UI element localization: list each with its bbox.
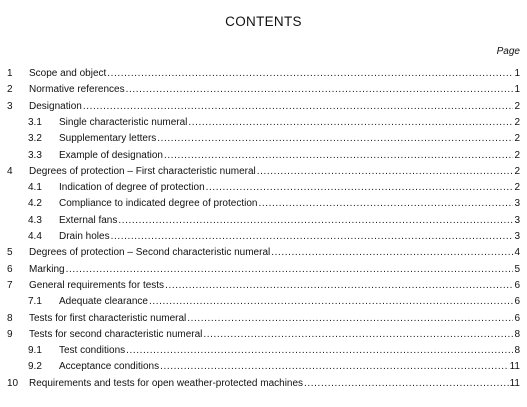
toc-entry-title: Tests for first characteristic numeral xyxy=(29,312,187,324)
toc-entry-page-number: 5 xyxy=(514,263,520,275)
toc-entry-title: Designation xyxy=(29,100,82,112)
dot-leader xyxy=(165,279,513,293)
toc-entry-title: Single characteristic numeral xyxy=(59,116,188,128)
toc-entry-title: Acceptance conditions xyxy=(59,361,160,373)
dot-leader xyxy=(258,197,513,211)
toc-entry-page-number: 6 xyxy=(514,279,520,291)
dot-leader xyxy=(126,83,514,97)
toc-entry[interactable] xyxy=(7,263,520,277)
dot-leader xyxy=(149,295,513,309)
toc-entry-number: 8 xyxy=(7,312,13,324)
toc-entry-number: 5 xyxy=(7,247,13,259)
toc-entry-page-number: 2 xyxy=(514,149,520,161)
toc-entry-page-number: 1 xyxy=(514,84,520,96)
toc-entry[interactable] xyxy=(7,312,520,326)
toc-entry-page-number: 3 xyxy=(514,198,520,210)
toc-entry-number: 9 xyxy=(7,328,13,340)
toc-entry-number: 7.1 xyxy=(28,296,42,308)
toc-entry-number: 1 xyxy=(7,68,13,79)
toc-entry-title: Scope and object xyxy=(29,68,107,79)
toc-entry[interactable] xyxy=(28,230,520,244)
toc-entry-page-number: 6 xyxy=(514,312,520,324)
toc-entry-number: 10 xyxy=(7,377,19,389)
dot-leader xyxy=(118,214,513,228)
dot-leader xyxy=(111,230,514,244)
toc-entry-title: Degrees of protection – First characteristic numeral xyxy=(29,165,256,177)
dot-leader xyxy=(206,181,514,195)
dot-leader xyxy=(257,165,514,179)
toc-entry-number: 3 xyxy=(7,100,13,112)
toc-entry-title: Requirements and tests for open weather-protected machines xyxy=(29,377,304,389)
toc-entry-title: Normative references xyxy=(29,84,125,96)
toc-entry-page-number: 11 xyxy=(509,361,520,373)
toc-entry-number: 3.2 xyxy=(28,133,42,145)
dot-leader xyxy=(83,100,514,114)
toc-entry[interactable] xyxy=(28,197,520,211)
dot-leader xyxy=(187,312,513,326)
toc-entry-title: Tests for second characteristic numeral xyxy=(29,328,203,340)
toc-entry-number: 4.3 xyxy=(28,214,42,226)
toc-entry[interactable] xyxy=(28,116,520,130)
dot-leader xyxy=(157,132,513,146)
toc-entry-number: 4 xyxy=(7,165,13,177)
toc-entry-page-number: 2 xyxy=(514,116,520,128)
toc-entry-title: Drain holes xyxy=(59,231,110,242)
toc-entry-page-number: 4 xyxy=(514,247,520,259)
toc-entry-page-number: 2 xyxy=(514,165,520,177)
toc-entry-number: 4.1 xyxy=(28,182,42,194)
toc-entry-number: 2 xyxy=(7,84,13,96)
toc-entry[interactable] xyxy=(28,295,520,309)
toc-entry-title: General requirements for tests xyxy=(29,279,165,291)
toc-entry[interactable] xyxy=(28,214,520,228)
toc-entry-number: 6 xyxy=(7,263,13,275)
dot-leader xyxy=(107,67,513,81)
toc-entry-title: Degrees of protection – Second characteristic numeral xyxy=(29,247,271,259)
toc-entry[interactable] xyxy=(28,149,520,163)
toc-entry[interactable] xyxy=(7,83,520,97)
toc-entry[interactable] xyxy=(28,344,520,358)
toc-entry-page-number: 6 xyxy=(514,296,520,308)
dot-leader xyxy=(203,328,513,342)
toc-entry-title: Adequate clearance xyxy=(59,296,148,308)
toc-entry-title: External fans xyxy=(59,214,118,226)
toc-entry[interactable] xyxy=(28,132,520,146)
toc-entry[interactable] xyxy=(7,279,520,293)
toc-entry-title: Marking xyxy=(29,263,65,275)
toc-entry-number: 7 xyxy=(7,279,13,291)
toc-entry-page-number: 2 xyxy=(514,182,520,194)
toc-entry-number: 3.1 xyxy=(28,116,42,128)
toc-entry-title: Supplementary letters xyxy=(59,133,157,145)
dot-leader xyxy=(160,360,509,374)
toc-entry[interactable] xyxy=(7,246,520,260)
toc-entry-number: 9.2 xyxy=(28,361,42,373)
contents-heading: CONTENTS xyxy=(225,14,302,29)
toc-entry-page-number: 8 xyxy=(514,345,520,357)
toc-entry-page-number: 2 xyxy=(514,133,520,145)
toc-entry[interactable] xyxy=(7,67,520,81)
toc-entry-number: 4.4 xyxy=(28,231,42,242)
toc-entry-number: 9.1 xyxy=(28,345,42,357)
toc-entry[interactable] xyxy=(7,165,520,179)
toc-entry-page-number: 11 xyxy=(509,377,520,389)
toc-entry-page-number: 2 xyxy=(514,100,520,112)
toc-entry-page-number: 3 xyxy=(514,231,520,242)
toc-entry-number: 3.3 xyxy=(28,149,42,161)
dot-leader xyxy=(66,263,514,277)
toc-entry[interactable] xyxy=(28,360,520,374)
toc-entry-page-number: 3 xyxy=(514,214,520,226)
toc-entry-page-number: 1 xyxy=(514,68,520,79)
toc-entry-title: Compliance to indicated degree of protection xyxy=(59,198,258,210)
toc-entry[interactable] xyxy=(7,100,520,114)
dot-leader xyxy=(164,149,513,163)
page-column-label: Page xyxy=(496,46,520,57)
toc-entry-title: Indication of degree of protection xyxy=(59,182,205,194)
toc-entry[interactable] xyxy=(7,377,520,391)
toc-entry-number: 4.2 xyxy=(28,198,42,210)
toc-entry[interactable] xyxy=(7,328,520,342)
dot-leader xyxy=(126,344,513,358)
dot-leader xyxy=(271,246,513,260)
dot-leader xyxy=(188,116,513,130)
toc-entry-page-number: 8 xyxy=(514,328,520,340)
dot-leader xyxy=(304,377,509,391)
toc-entry-title: Example of designation xyxy=(59,149,163,161)
toc-entry[interactable] xyxy=(28,181,520,195)
toc-entry-title: Test conditions xyxy=(59,345,126,357)
